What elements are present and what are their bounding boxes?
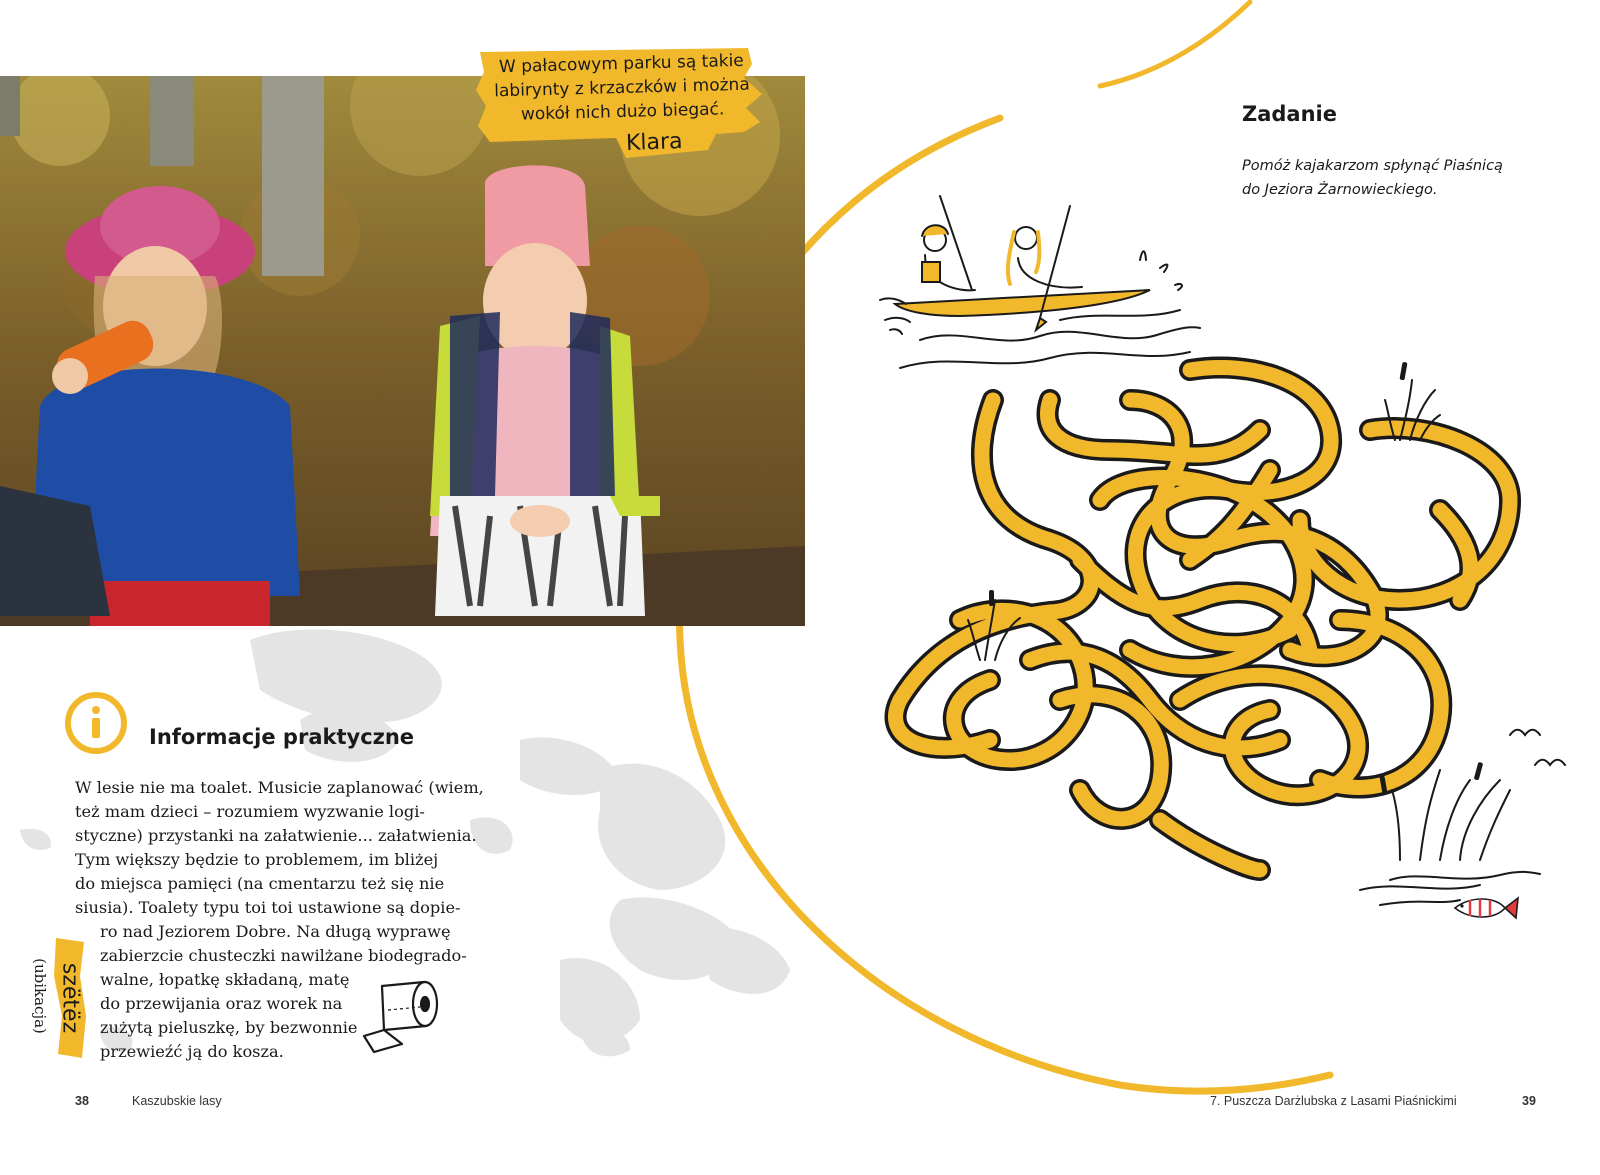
- info-line: ro nad Jeziorem Dobre. Na długą wyprawę: [100, 922, 451, 941]
- info-line: Tym większy będzie to problemem, im bliżej: [75, 850, 439, 869]
- info-line: zabierzcie chusteczki nawilżane biodegrado-: [100, 946, 467, 965]
- task-line: do Jeziora Żarnowieckiego.: [1242, 182, 1438, 198]
- running-title-right: 7. Puszcza Darżlubska z Lasami Piaśnickimi: [1210, 1094, 1457, 1108]
- task-line: Pomóż kajakarzom spłynąć Piaśnicą: [1242, 158, 1503, 174]
- info-line: walne, łopatkę składaną, matę: [100, 970, 350, 989]
- info-line: przewieźć ją do kosza.: [100, 1042, 284, 1061]
- info-line: zużytą pieluszkę, by bezwonnie: [100, 1018, 358, 1037]
- info-line: do miejsca pamięci (na cmentarzu też się nie: [75, 874, 445, 893]
- quote-line: wokół nich dużo biegać.: [520, 99, 725, 125]
- quote-line: W pałacowym parku są takie: [498, 50, 745, 78]
- info-line: siusia). Toalety typu toi toi ustawione są dopie-: [75, 898, 461, 917]
- running-title-left: Kaszubskie lasy: [132, 1094, 222, 1108]
- page-number-right: 39: [1522, 1094, 1536, 1108]
- vocab-translation: (ubikacja): [31, 958, 49, 1034]
- task-title: Zadanie: [1242, 102, 1337, 126]
- info-line: styczne) przystanki na załatwienie... załatwienia.: [75, 826, 477, 845]
- info-line: do przewijania oraz worek na: [100, 994, 343, 1013]
- info-title: Informacje praktyczne: [149, 725, 415, 749]
- quote-line: labirynty z krzaczków i można: [494, 74, 750, 102]
- info-line: też mam dzieci – rozumiem wyzwanie logi-: [75, 802, 425, 821]
- page-number-left: 38: [75, 1094, 89, 1108]
- info-line: W lesie nie ma toalet. Musicie zaplanować (wiem,: [75, 778, 484, 797]
- quote-author: Klara: [625, 129, 683, 156]
- vocab-word: szëtëz: [57, 962, 83, 1034]
